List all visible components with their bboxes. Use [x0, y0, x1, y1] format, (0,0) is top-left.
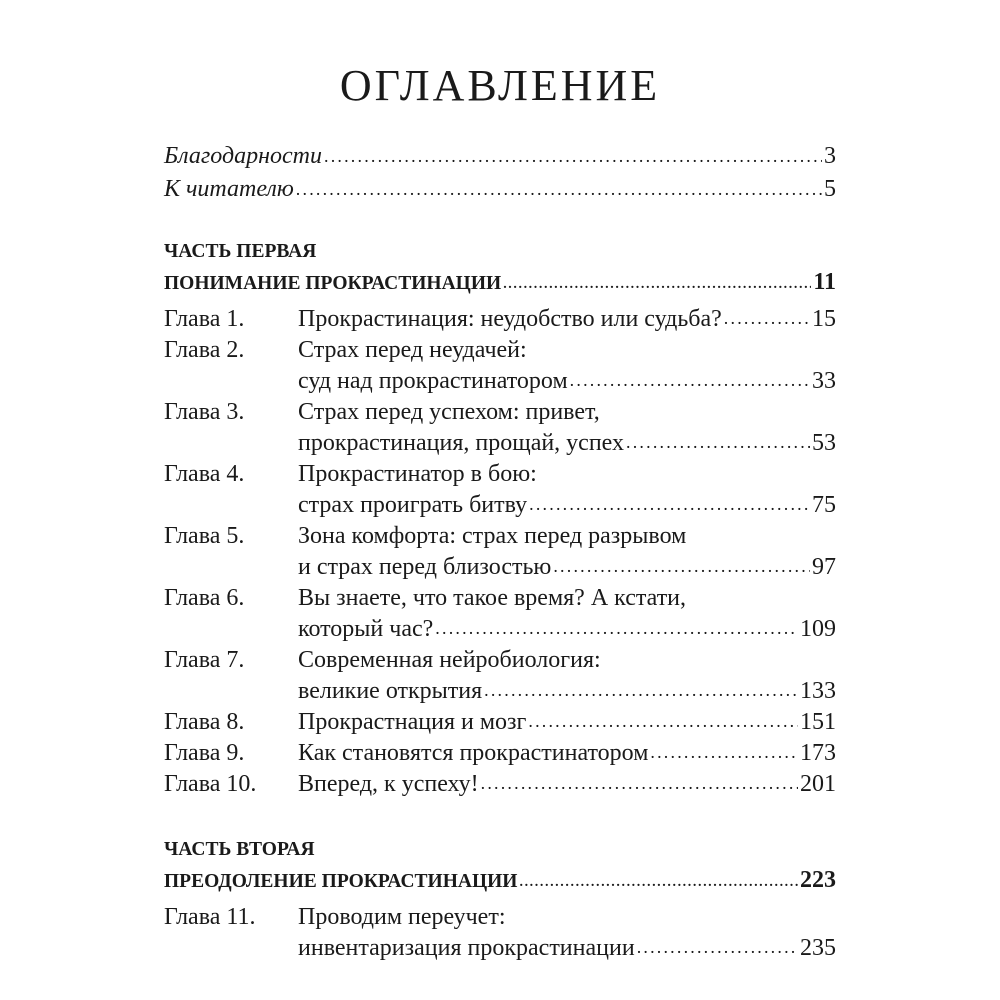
chapter-number: Глава 6.	[164, 585, 245, 611]
page-number: 15	[812, 306, 836, 332]
chapter-title-line: страх проиграть битву	[298, 492, 528, 518]
chapter-number: Глава 7.	[164, 647, 245, 673]
page-number: 33	[812, 368, 836, 394]
chapter-title: Прокрастинация: неудобство или судьба?	[298, 306, 722, 332]
chapter-title: Прокрастнация и мозг	[298, 709, 527, 735]
dot-leader	[637, 935, 798, 955]
toc-entry-chapter-6[interactable]	[164, 583, 836, 645]
dot-leader	[528, 709, 798, 729]
chapter-title-line: суд над прокрастинатором	[298, 368, 568, 394]
toc-entry-chapter-2[interactable]	[164, 335, 836, 397]
page-title: ОГЛАВЛЕНИЕ	[339, 61, 661, 110]
chapter-number: Глава 9.	[164, 740, 245, 766]
part-heading: ЧАСТЬ ПЕРВАЯ	[164, 241, 317, 262]
table-of-contents	[164, 140, 836, 964]
chapter-title: Вперед, к успеху!	[298, 771, 479, 797]
dot-leader	[435, 616, 798, 636]
dot-leader	[626, 430, 810, 450]
chapter-title-line: Вы знаете, что такое время? А кстати,	[298, 585, 687, 611]
toc-entry-part-two[interactable]	[164, 865, 836, 896]
entry-title: К читателю	[164, 176, 294, 202]
toc-entry-to-reader[interactable]	[164, 173, 836, 206]
toc-entry-chapter-5[interactable]	[164, 521, 836, 583]
page-number: 173	[800, 740, 836, 766]
page-number: 201	[800, 771, 836, 797]
page-number: 53	[812, 430, 836, 456]
dot-leader	[553, 554, 810, 574]
chapter-number: Глава 4.	[164, 461, 245, 487]
toc-entry-chapter-3[interactable]	[164, 397, 836, 459]
page-number: 223	[800, 867, 836, 893]
page-number: 109	[800, 616, 836, 642]
toc-entry-chapter-10[interactable]	[164, 769, 836, 800]
page-number: 235	[800, 935, 836, 961]
page-number: 151	[800, 709, 836, 735]
chapter-title-line: и страх перед близостью	[298, 554, 552, 580]
chapter-title-line: великие открытия	[298, 678, 483, 704]
chapter-number: Глава 1.	[164, 306, 245, 332]
toc-entry-chapter-8[interactable]	[164, 707, 836, 738]
page-number: 133	[800, 678, 836, 704]
part-title: ПРЕОДОЛЕНИЕ ПРОКРАСТИНАЦИИ	[164, 871, 518, 892]
chapter-number: Глава 2.	[164, 337, 245, 363]
page-number: 97	[812, 554, 836, 580]
part-title: ПОНИМАНИЕ ПРОКРАСТИНАЦИИ	[164, 273, 502, 294]
chapter-number: Глава 8.	[164, 709, 245, 735]
dot-leader	[503, 270, 811, 290]
toc-entry-chapter-4[interactable]	[164, 459, 836, 521]
toc-entry-acknowledgements[interactable]	[164, 140, 836, 173]
dot-leader	[724, 306, 810, 326]
dot-leader	[296, 176, 822, 196]
chapter-title-line: Современная нейробиология:	[298, 647, 601, 673]
chapter-number: Глава 11.	[164, 904, 256, 930]
chapter-title-line: Проводим переучет:	[298, 904, 506, 930]
toc-entry-chapter-11[interactable]	[164, 902, 836, 964]
page-number: 3	[824, 143, 836, 169]
chapter-title: Как становятся прокрастинатором	[298, 740, 649, 766]
chapter-title-line: прокрастинация, прощай, успех	[298, 430, 625, 456]
toc-entry-chapter-1[interactable]	[164, 304, 836, 335]
chapter-title-line: который час?	[298, 616, 434, 642]
part-heading: ЧАСТЬ ВТОРАЯ	[164, 839, 315, 860]
dot-leader	[529, 492, 810, 512]
dot-leader	[481, 771, 798, 791]
dot-leader	[519, 868, 798, 888]
chapter-number: Глава 3.	[164, 399, 245, 425]
chapter-number: Глава 10.	[164, 771, 257, 797]
part-one	[164, 236, 836, 800]
dot-leader	[324, 143, 822, 163]
chapter-title-line: Зона комфорта: страх перед разрывом	[298, 523, 687, 549]
dot-leader	[570, 368, 810, 388]
toc-entry-chapter-7[interactable]	[164, 645, 836, 707]
page-number: 11	[813, 269, 836, 295]
chapter-title-line: инвентаризация прокрастинации	[298, 935, 635, 961]
toc-entry-part-one[interactable]	[164, 267, 836, 298]
part-two	[164, 834, 836, 964]
dot-leader	[484, 678, 798, 698]
entry-title: Благодарности	[164, 143, 322, 169]
toc-entry-chapter-9[interactable]	[164, 738, 836, 769]
dot-leader	[650, 740, 798, 760]
page-number: 5	[824, 176, 836, 202]
chapter-title-line: Прокрастинатор в бою:	[298, 461, 537, 487]
page-number: 75	[812, 492, 836, 518]
chapter-title-line: Страх перед успехом: привет,	[298, 399, 600, 425]
chapter-title-line: Страх перед неудачей:	[298, 337, 527, 363]
chapter-number: Глава 5.	[164, 523, 245, 549]
